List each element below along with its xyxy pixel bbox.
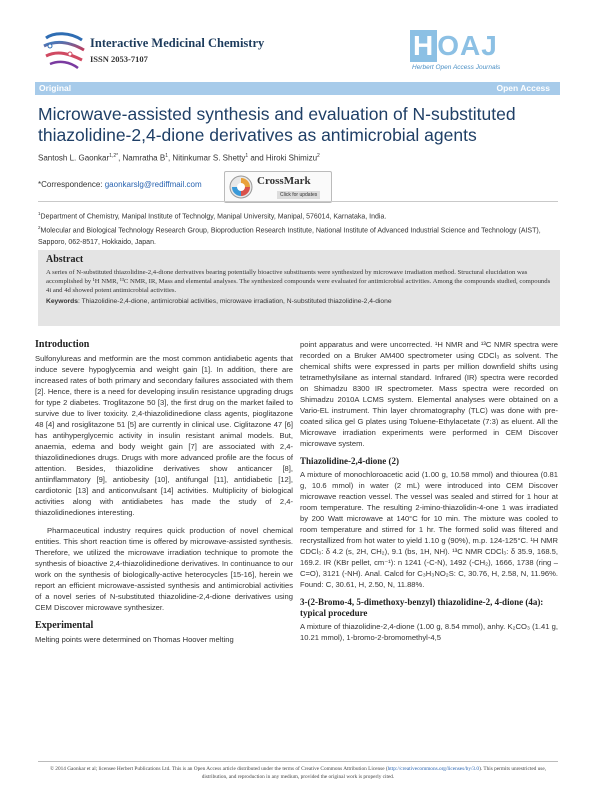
author-affil-sup: 1 [245, 153, 249, 159]
methods-paragraph: point apparatus and were uncorrected. ¹H NMR and ¹³C NMR spectra were recorded on a Bruker AM400 spectrometer using CDCl₃ as solvent. The chemical shifts were expressed in parts per million downfield shifts using tetramethylsilane as internal standard. Infrared (IR) spectra were recorded on Shimadzu 8300 IR spectrometer. Mass spectra were recorded on Shimadzu 2010A LCMS system. Elemental analyses were obtained on a Vario-EL instrument. Thin layer chromatography (TLC) was done with pre-coated silica gel G plates using Toluene-Ethylacetate (7:3) as eluent. All the Microwave irradiation experiments were performed in CEM Discover microwave system. [300, 340, 558, 448]
article-type-ribbon [35, 82, 560, 95]
affiliation-sup: 1 [38, 211, 41, 216]
affiliation-text: Molecular and Biological Technology Research Group, Bioproduction Research Institute, National Institute of Advanced Industrial Science and Technology (AIST), Sapporo, 062-8517, Hokkaido, Japan. [38, 227, 541, 246]
publisher-mark [410, 30, 498, 62]
abstract-text: A series of N-substituted thiazolidine-2,4-dione derivatives bearing potentially bioactive substituents were synthesized by microwave irradiation method. Structural elucidation was accomplished by ¹H NMR, ¹³C NMR, IR, Mass and elemental analyses. The synthesized compounds were evaluated for antimicrobial activities. Among the compounds studied, compounds 4i and 4d showed potent antimicrobial activities. [46, 269, 551, 294]
abstract-box [38, 250, 560, 326]
author-name[interactable]: , Namratha B [118, 153, 166, 163]
keywords-text: : Thiazolidine-2,4-dione, antimicrobial activities, microwave irradiation, N-substituted thiazolidine-2,4-dione [77, 298, 392, 305]
license-text-1: © 2014 Gaonkar et al; licensee Herbert Publications Ltd. This is an Open Access article distributed under the terms of Creative Commons Attribution License [49, 766, 385, 772]
author-list [38, 153, 320, 163]
journal-logo-icon [40, 30, 88, 70]
license-footer: © 2014 Gaonkar et al; licensee Herbert Publications Ltd. This is an Open Access article distributed under the terms of Creative Commons Attribution License (http://creativecommons.org/licenses/by/3.0). This permits unrestricted use, distribution, and reproduction in any medium, provided the original work is properly cited. [38, 761, 558, 781]
correspondence-label: *Correspondence: [38, 180, 105, 189]
experimental-paragraph-1: Melting points were determined on Thomas Hoover melting [35, 635, 234, 644]
journal-header [40, 26, 560, 78]
crossmark-icon [229, 175, 253, 199]
left-column [35, 339, 293, 652]
affiliation-1 [38, 208, 558, 222]
affiliation-sup: 2 [38, 225, 41, 231]
publisher-mark-h: H [410, 30, 437, 62]
crossmark-title: CrossMark [257, 175, 311, 187]
crossmark-updates-button[interactable]: Click for updates [277, 191, 320, 199]
author-name[interactable]: Santosh L. Gaonkar [38, 153, 110, 163]
divider [38, 201, 558, 202]
author-name[interactable]: , Nitinkumar S. Shetty [167, 153, 246, 163]
subheading-compound-4a: 3-(2-Bromo-4, 5-dimethoxy-benzyl) thiazolidine-2, 4-dione (4a): typical procedure [300, 597, 544, 618]
intro-paragraph-1: Sulfonylureas and metformin are the most common antidiabetic agents that induce severe hypoglycemia and weight gain [1]. In addition, there are increased rates of both primary and secondary failures associated with them [2]. Hence, there is a need for developing insulin resistance upgrading drugs for type 2 diabetes. Troglitazone 50 [3], the first drug on the market failed to survive due to liver toxicity. 2,4-thiazolidinedione class agents, pioglitazone 48 [4] and rosiglitazone 51 [5] are currently in clinical use. Ciglitazone 47 [6] has antihyperglycemic activity in insulin resistant animal models. But, anaemia, edema and body weight gain [7] are associated with 2,4-thiazolidinediones drugs. Drugs with more advanced profile are the focus of attention. Besides, thiazolidine derivatives show anticancer [8], antiinflammatory [9], antiobesity [10], antifungal [11], antidiabetic [12], cardiotonic [13] and anticonvulsant [14] activities. Multiplicity of biological activities along with antidiabetes has made the study of 2,4-thiazolidinediones interesting. [35, 354, 293, 517]
journal-name: Interactive Medicinal Chemistry [90, 36, 265, 50]
open-access-label: Open Access [496, 83, 550, 93]
subheading-compound-2: Thiazolidine-2,4-dione (2) [300, 456, 400, 466]
keywords [46, 297, 552, 306]
author-affil-sup: 1 [165, 153, 168, 159]
article-title: Microwave-assisted synthesis and evaluation of N-substituted thiazolidine-2,4-dione derivatives as antimicrobial agents [38, 104, 516, 145]
license-link[interactable]: http://creativecommons.org/licenses/by/3.0 [387, 766, 480, 772]
section-heading-experimental: Experimental [35, 620, 94, 631]
right-column [300, 339, 558, 650]
keywords-label: Keywords [46, 298, 78, 305]
section-heading-introduction: Introduction [35, 339, 90, 350]
license-text-2: ). This permits unrestricted use, distribution, and reproduction in any medium, provided the original work is properly cited. [201, 766, 547, 780]
affiliation-2 [38, 222, 558, 247]
publisher-logo [410, 30, 560, 74]
author-affil-sup: 1,2* [109, 153, 119, 159]
crossmark-badge[interactable] [224, 171, 332, 203]
compound-4a-paragraph: A mixture of thiazolidine-2,4-dione (1.00 g, 8.54 mmol), anhy. K₂CO₃ (1.41 g, 10.21 mmol), 1-bromo-2-bromomethyl-4,5 [300, 622, 558, 642]
compound-2-paragraph: A mixture of monochloroacetic acid (1.00 g, 10.58 mmol) and thiourea (0.81 g, 10.6 mmol) in water (2 mL) were introduced into CEM Discover microwave reaction vessel. The vessel was sealed and stirred for 1 hour at room temperature. The resulting 2-imino-thiazolidin-4-one 1 was irradiated by 200 Watt microwave at 140°C for 10 min. The mixture was cooled to room temperature and stirred for 1 hr. The formed solid was filtered and recrystallized from hot water to yield 1.10 g (90%), m.p. 124-125°C. ¹H NMR CDCl₃: δ 4.2 (s, 2H, CH₂), 9.1 (bs, 1H, NH). ¹³C NMR CDCl₃: δ 35.9, 168.5, 169.2. IR (KBr pellet, cm⁻¹): n 1241 (-C-N), 1492 (-CH₂), 1666, 1738 (ring –C=O), 3121 (-NH). Anal. Calcd for C₃H₃NO₂S: C, 30.76, H, 2.58, N, 11.96%. Found: C, 30.61, H, 2.50, N, 11.88%. [300, 470, 558, 589]
affiliations [38, 208, 558, 248]
affiliation-text: Department of Chemistry, Manipal Institute of Technolgy, Manipal University, Manipal, 576014, Karnataka, India. [40, 213, 387, 221]
author-name[interactable]: and Hiroki Shimizu [248, 153, 318, 163]
article-type-label: Original [39, 83, 72, 93]
publisher-mark-text: OAJ [437, 30, 498, 61]
intro-paragraph-2: Pharmaceutical industry requires quick production of novel chemical entities. This short reaction time is offered by microwave-assisted synthesis. Therefore, we utilized the microwave irradiation technique to promote the synthesis of bioactive 2,4-thiazolidinedione derivatives. In continuance to our work on the synthesis of biologically-active heterocycles [15-16], herein we report an efficient microwave-assisted synthesis and antimicrobial activities of a novel series of N-substituted thiazolidine-2,4-dione derivatives using CEM Discover microwave synthesizer. [35, 526, 293, 612]
correspondence-email-link[interactable]: gaonkarslg@rediffmail.com [104, 180, 202, 189]
abstract-heading: Abstract [46, 254, 84, 265]
author-affil-sup: 2 [317, 153, 320, 159]
journal-issn: ISSN 2053-7107 [90, 54, 148, 64]
correspondence [38, 180, 202, 189]
publisher-subtitle: Herbert Open Access Journals [412, 64, 501, 71]
